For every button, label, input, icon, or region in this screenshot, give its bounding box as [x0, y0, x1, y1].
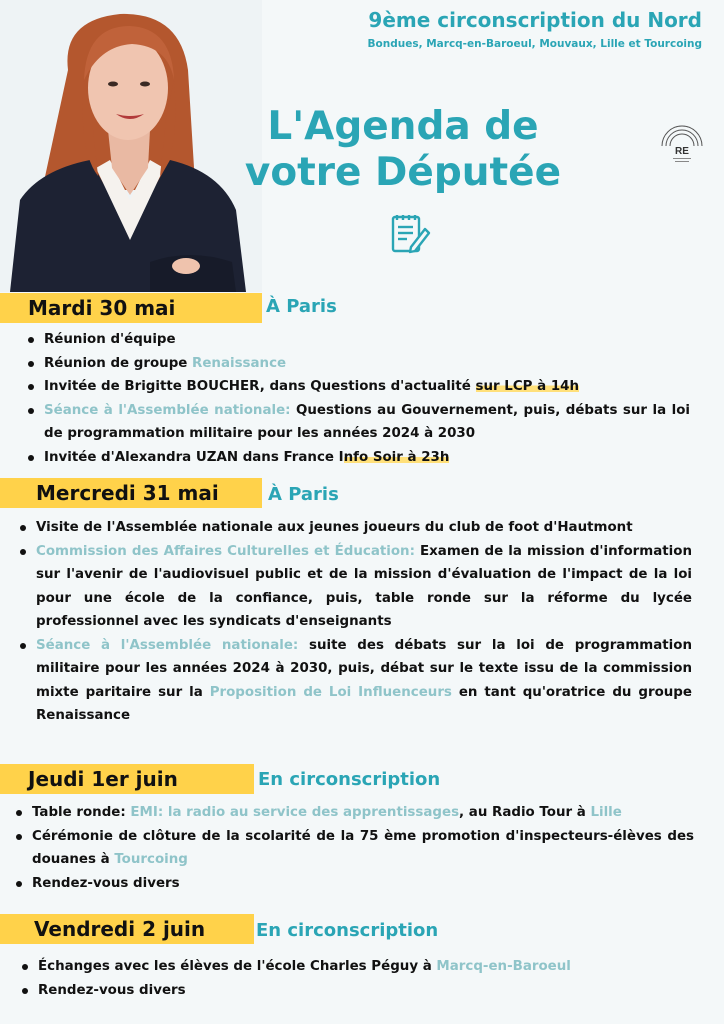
title-line-2: votre Députée: [244, 150, 562, 195]
day-location-mardi: À Paris: [266, 296, 337, 317]
day-label-mardi: Mardi 30 mai: [0, 293, 262, 323]
day-location-vendredi: En circonscription: [256, 920, 439, 941]
list-item: Visite de l'Assemblée nationale aux jeunes joueurs du club de foot d'Hautmont: [14, 516, 692, 540]
list-item: Rendez-vous divers: [16, 979, 696, 1003]
list-item: Commission des Affaires Culturelles et Éducation: Examen de la mission d'information sur l'avenir de l'audiovisuel public et de la mission d'évaluation de l'impact de la loi pour une école de la confiance, puis, table ronde sur la réforme du lycée professionnel avec les syndicats d'enseignants: [14, 540, 692, 634]
deputy-portrait: [0, 0, 262, 292]
page-title: [238, 104, 568, 196]
list-item: Rendez-vous divers: [10, 872, 694, 896]
day-items-mercredi: [14, 516, 692, 728]
list-item: Réunion de groupe Renaissance: [22, 352, 690, 376]
day-items-mardi: [22, 328, 690, 469]
constituency-towns: Bondues, Marcq-en-Baroeul, Mouvaux, Lille et Tourcoing: [367, 38, 702, 50]
day-label-mercredi: Mercredi 31 mai: [0, 478, 262, 508]
day-label-vendredi: Vendredi 2 juin: [0, 914, 254, 944]
constituency-title: 9ème circonscription du Nord: [368, 8, 702, 32]
list-item: Table ronde: EMI: la radio au service des apprentissages, au Radio Tour à Lille: [10, 801, 694, 825]
logo-text: RE: [675, 146, 689, 157]
list-item: Séance à l'Assemblée nationale: suite des débats sur la loi de programmation militaire pour les années 2024 à 2030, puis, débat sur le texte issu de la commission mixte paritaire sur la Proposition de Loi Influenceurs en tant qu'oratrice du groupe Renaissance: [14, 634, 692, 728]
day-location-mercredi: À Paris: [268, 484, 339, 505]
day-items-vendredi: [16, 955, 696, 1002]
list-item: Réunion d'équipe: [22, 328, 690, 352]
list-item: Cérémonie de clôture de la scolarité de la 75 ème promotion d'inspecteurs-élèves des douanes à Tourcoing: [10, 825, 694, 872]
day-items-jeudi: [10, 801, 694, 895]
day-location-jeudi: En circonscription: [258, 769, 441, 790]
renaissance-logo: [656, 124, 708, 164]
list-item: Échanges avec les élèves de l'école Charles Péguy à Marcq-en-Baroeul: [16, 955, 696, 979]
notebook-pen-icon: [385, 211, 433, 259]
list-item: Invitée d'Alexandra UZAN dans France Info Soir à 23h: [22, 446, 690, 470]
day-label-jeudi: Jeudi 1er juin: [0, 764, 254, 794]
title-line-1: L'Agenda de: [267, 104, 539, 149]
list-item: Séance à l'Assemblée nationale: Questions au Gouvernement, puis, débats sur la loi de programmation militaire pour les années 2024 à 2030: [22, 399, 690, 446]
list-item: Invitée de Brigitte BOUCHER, dans Questions d'actualité sur LCP à 14h: [22, 375, 690, 399]
